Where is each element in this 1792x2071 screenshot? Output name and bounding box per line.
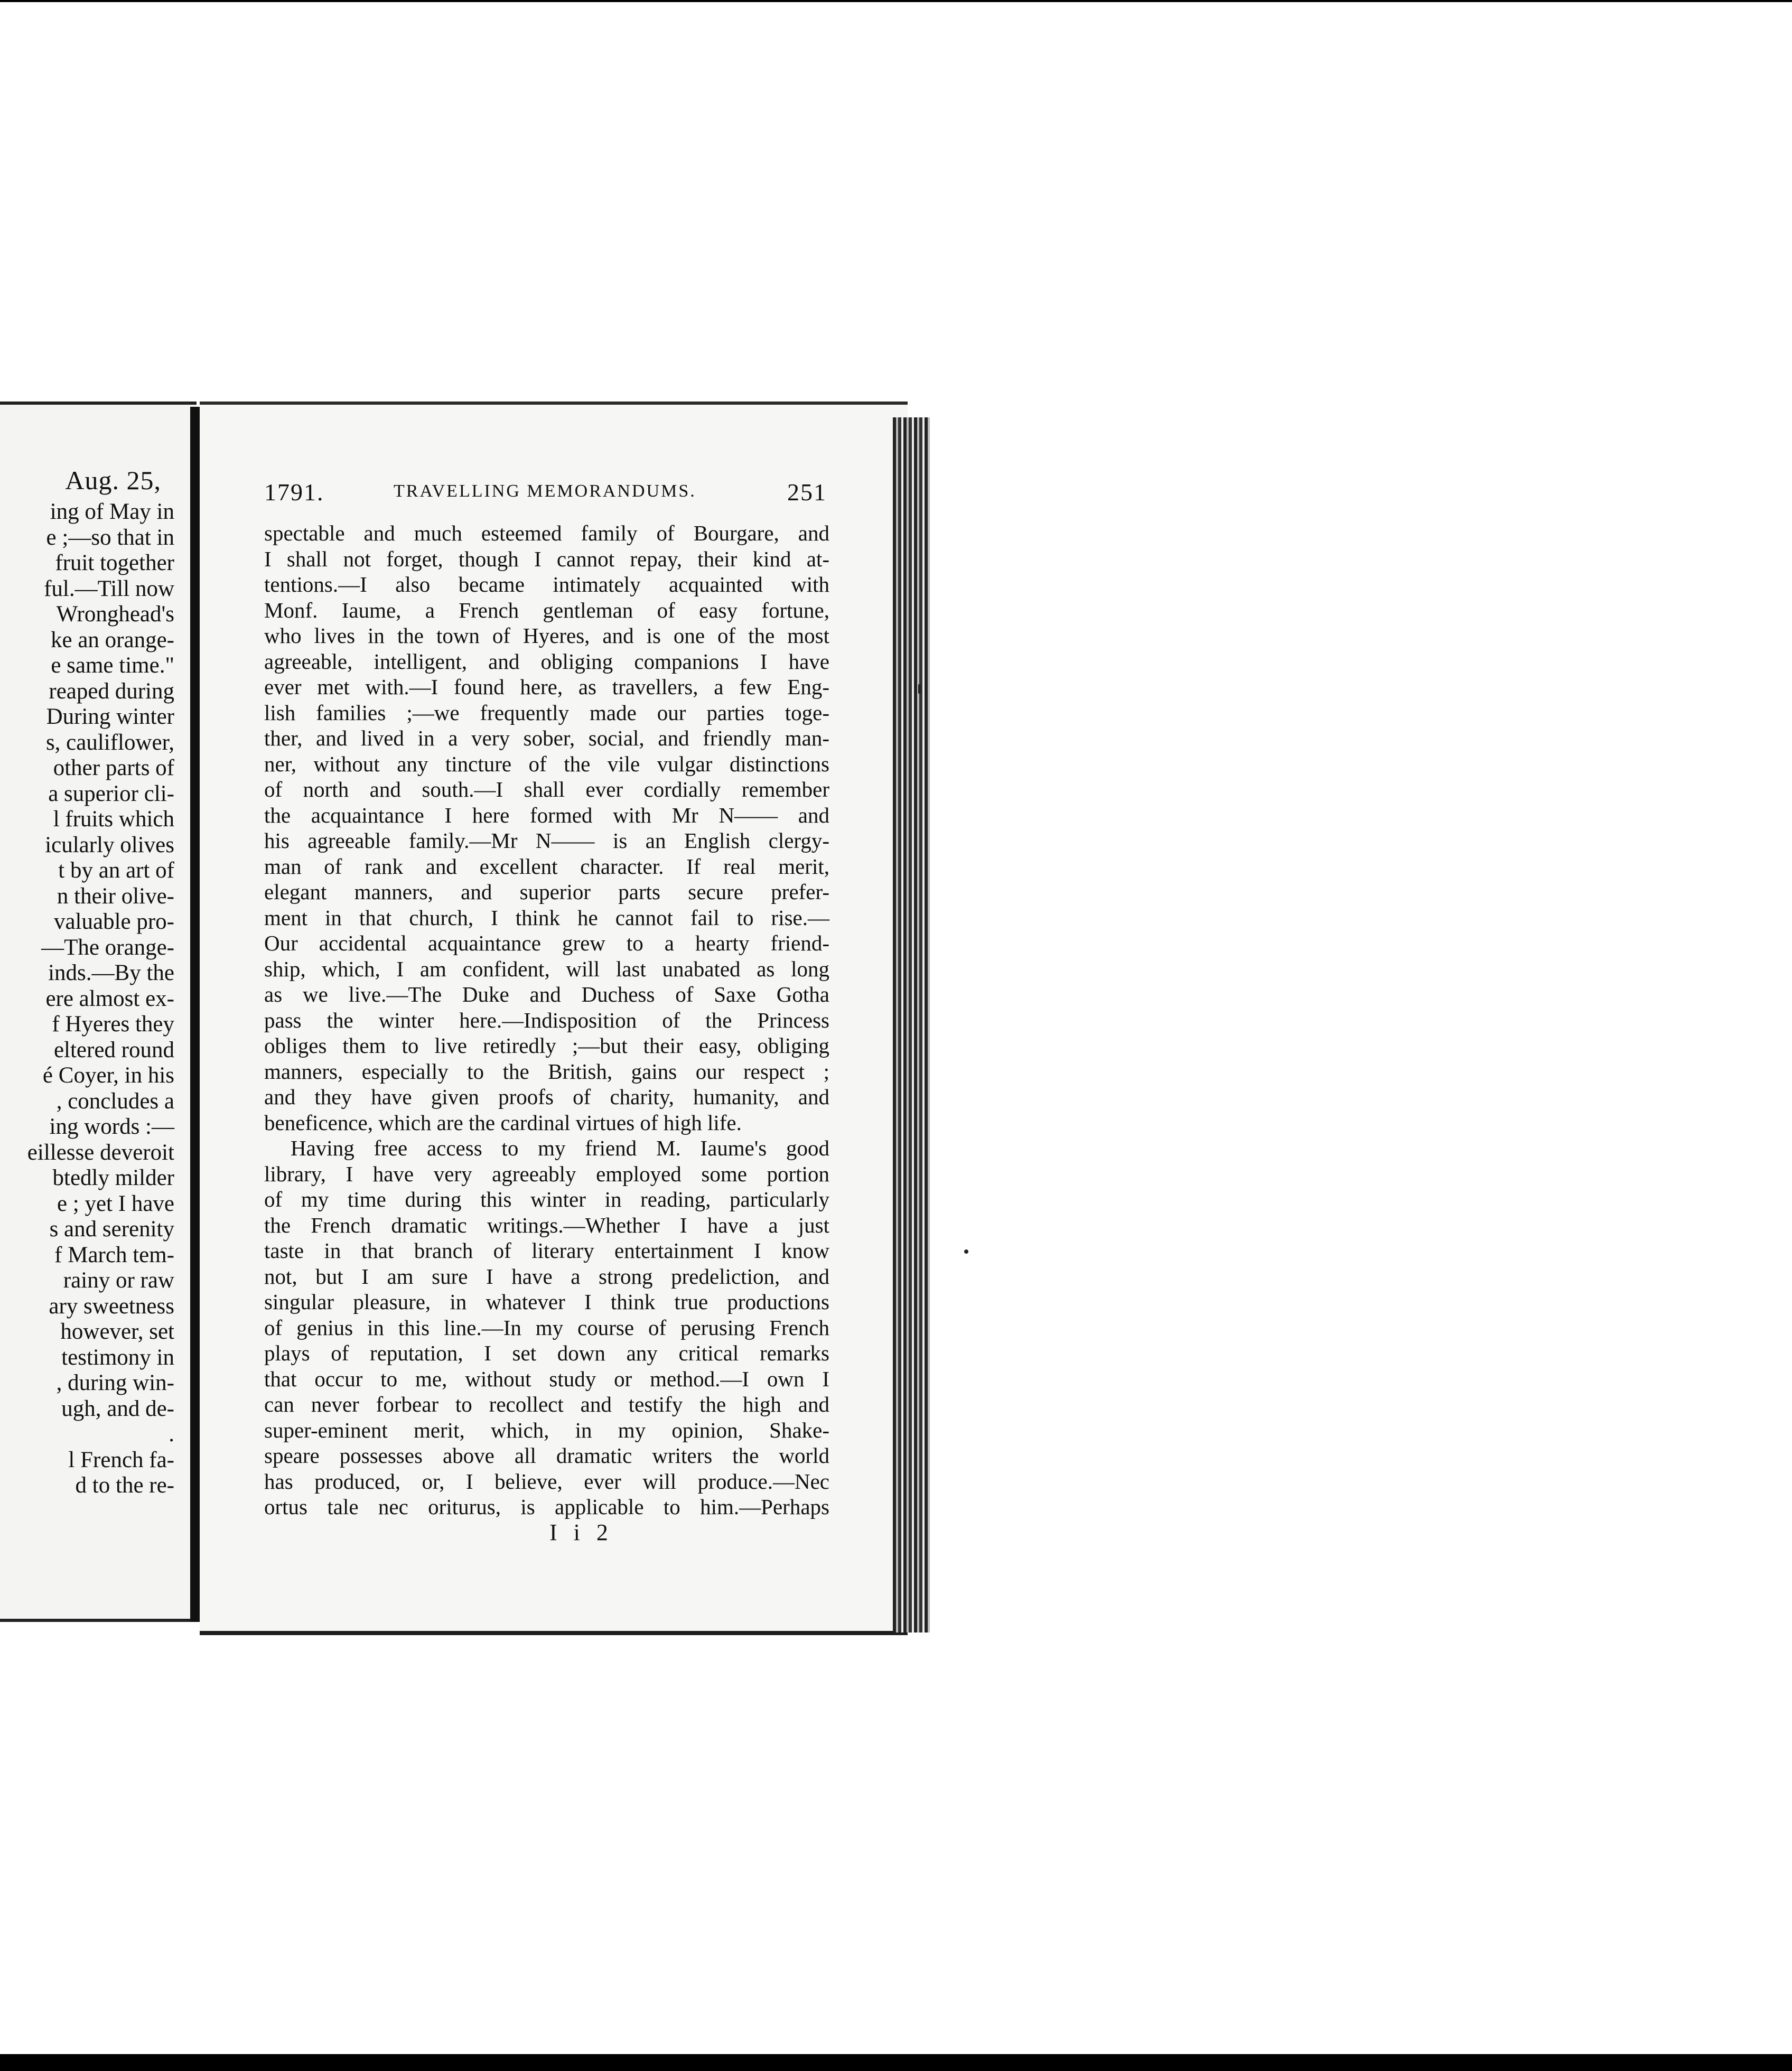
text-line: Monf. Iaume, a French gentleman of easy fortune, <box>264 598 829 622</box>
text-line: agreeable, intelligent, and obliging companions I have <box>264 649 829 674</box>
text-line: spectable and much esteemed family of Bourgare, and <box>264 521 829 545</box>
text-line: singular pleasure, in whatever I think true productions <box>264 1290 829 1314</box>
left-text-line: a superior cli- <box>48 781 174 806</box>
text-line: tentions.—I also became intimately acquainted with <box>264 572 829 596</box>
left-text-line: ere almost ex- <box>45 986 174 1011</box>
text-line: man of rank and excellent character. If real merit, <box>264 854 829 879</box>
text-line: manners, especially to the British, gains our respect ; <box>264 1059 829 1084</box>
left-page-running-head: Aug. 25, <box>65 465 161 495</box>
left-text-line: rainy or raw <box>63 1268 174 1293</box>
text-line: as we live.—The Duke and Duchess of Saxe Gotha <box>264 982 829 1006</box>
left-text-line: During winter <box>46 704 174 729</box>
left-page-bottom-edge <box>0 1619 197 1622</box>
text-line: ment in that church, I think he cannot fail to rise.— <box>264 905 829 930</box>
left-text-line: ing of May in <box>50 499 174 524</box>
left-text-line: reaped during <box>49 678 174 704</box>
running-head-title: TRAVELLING MEMORANDUMS. <box>394 481 696 501</box>
left-text-line: f Hyeres they <box>52 1012 174 1037</box>
text-line: Having free access to my friend M. Iaume's good <box>291 1136 829 1160</box>
left-text-line: é Coyer, in his <box>42 1063 174 1088</box>
text-line: super-eminent merit, which, in my opinion, Shake- <box>264 1417 829 1442</box>
scan-top-edge <box>0 0 1792 2</box>
text-line: elegant manners, and superior parts secure prefer- <box>264 880 829 904</box>
left-text-line: other parts of <box>53 755 174 780</box>
text-line: that occur to me, without study or method.—I own I <box>264 1366 829 1391</box>
text-line: his agreeable family.—Mr N—— is an English clergy- <box>264 828 829 853</box>
left-text-line: ke an orange- <box>51 627 174 652</box>
text-line: the French dramatic writings.—Whether I have a just <box>264 1212 829 1237</box>
left-text-line: l French fa- <box>68 1447 174 1472</box>
left-text-line: ful.—Till now <box>44 576 174 601</box>
text-line: library, I have very agreeably employed some portion <box>264 1161 829 1186</box>
left-text-line: l fruits which <box>53 807 174 832</box>
left-text-line: Wronghead's <box>56 602 174 627</box>
left-text-line: e ; yet I have <box>57 1191 174 1216</box>
text-line: has produced, or, I believe, ever will produce.—Nec <box>264 1469 829 1494</box>
left-text-line: , during win- <box>56 1370 174 1395</box>
scan-bottom-edge <box>0 2054 1792 2071</box>
book-spine <box>190 407 200 1622</box>
scan-speck <box>964 1249 968 1254</box>
text-line: plays of reputation, I set down any critical remarks <box>264 1341 829 1365</box>
text-line: ship, which, I am confident, will last unabated as long <box>264 956 829 981</box>
text-line: I shall not forget, though I cannot repay, their kind at- <box>264 546 829 571</box>
left-text-line: testimony in <box>61 1345 174 1370</box>
left-text-line: fruit together <box>55 551 174 575</box>
left-text-line: t by an art of <box>58 858 174 883</box>
printer-signature: I i 2 <box>549 1519 613 1545</box>
left-text-line: ing words :— <box>49 1114 174 1139</box>
left-text-line: eltered round <box>53 1037 174 1062</box>
left-text-line: eillesse deveroit <box>27 1140 174 1165</box>
text-line: can never forbear to recollect and testify the high and <box>264 1392 829 1416</box>
text-line: speare possesses above all dramatic writers the world <box>264 1443 829 1468</box>
page-edges <box>893 417 930 1632</box>
left-text-line: n their olive- <box>57 883 174 909</box>
left-text-line: btedly milder <box>52 1165 174 1190</box>
left-text-line: inds.—By the <box>48 960 174 985</box>
text-line: not, but I am sure I have a strong predeliction, and <box>264 1264 829 1289</box>
text-line: ever met with.—I found here, as travellers, a few Eng- <box>264 675 829 699</box>
left-text-line: s, cauliflower, <box>45 730 174 755</box>
body-text <box>264 520 829 1520</box>
left-text-line: valuable pro- <box>53 909 174 934</box>
left-text-line: s and serenity <box>49 1217 174 1242</box>
text-line: ortus tale nec oriturus, is applicable to him.—Perhaps <box>264 1495 829 1519</box>
running-head <box>264 478 827 508</box>
left-text-line: —The orange- <box>41 935 174 960</box>
text-line: the acquaintance I here formed with Mr N—— and <box>264 803 829 827</box>
scan-speck <box>918 684 921 694</box>
text-line: lish families ;—we frequently made our parties toge- <box>264 700 829 725</box>
left-text-line: e ;—so that in <box>46 525 174 550</box>
left-text-line: icularly olives <box>45 832 174 857</box>
left-text-line: ugh, and de- <box>61 1396 174 1421</box>
left-text-line: e same time." <box>51 653 174 678</box>
text-line: Our accidental acquaintance grew to a hearty friend- <box>264 931 829 955</box>
left-text-line: ary sweetness <box>49 1293 174 1319</box>
page-number: 251 <box>787 479 827 506</box>
text-line: taste in that branch of literary entertainment I know <box>264 1238 829 1263</box>
left-text-line: f March tem- <box>54 1242 174 1267</box>
text-line: who lives in the town of Hyeres, and is one of the most <box>264 623 829 648</box>
left-page-top-edge <box>0 402 197 405</box>
text-line: of my time during this winter in reading, particularly <box>264 1187 829 1211</box>
running-head-year: 1791. <box>264 479 324 506</box>
text-line: beneficence, which are the cardinal virtues of high life. <box>264 1110 742 1135</box>
left-text-line: however, set <box>60 1319 174 1344</box>
text-line: ner, without any tincture of the vile vulgar distinctions <box>264 751 829 776</box>
left-text-line: . <box>169 1422 174 1447</box>
text-line: of north and south.—I shall ever cordially remember <box>264 777 829 801</box>
text-line: pass the winter here.—Indisposition of the Princess <box>264 1007 829 1032</box>
text-line: ther, and lived in a very sober, social, and friendly man- <box>264 726 829 750</box>
text-line: of genius in this line.—In my course of perusing French <box>264 1315 829 1340</box>
left-text-line: d to the re- <box>75 1473 174 1498</box>
left-text-line: , concludes a <box>56 1088 174 1114</box>
text-line: and they have given proofs of charity, humanity, and <box>264 1085 829 1109</box>
text-line: obliges them to live retiredly ;—but their easy, obliging <box>264 1033 829 1058</box>
left-page-text <box>0 499 174 1499</box>
